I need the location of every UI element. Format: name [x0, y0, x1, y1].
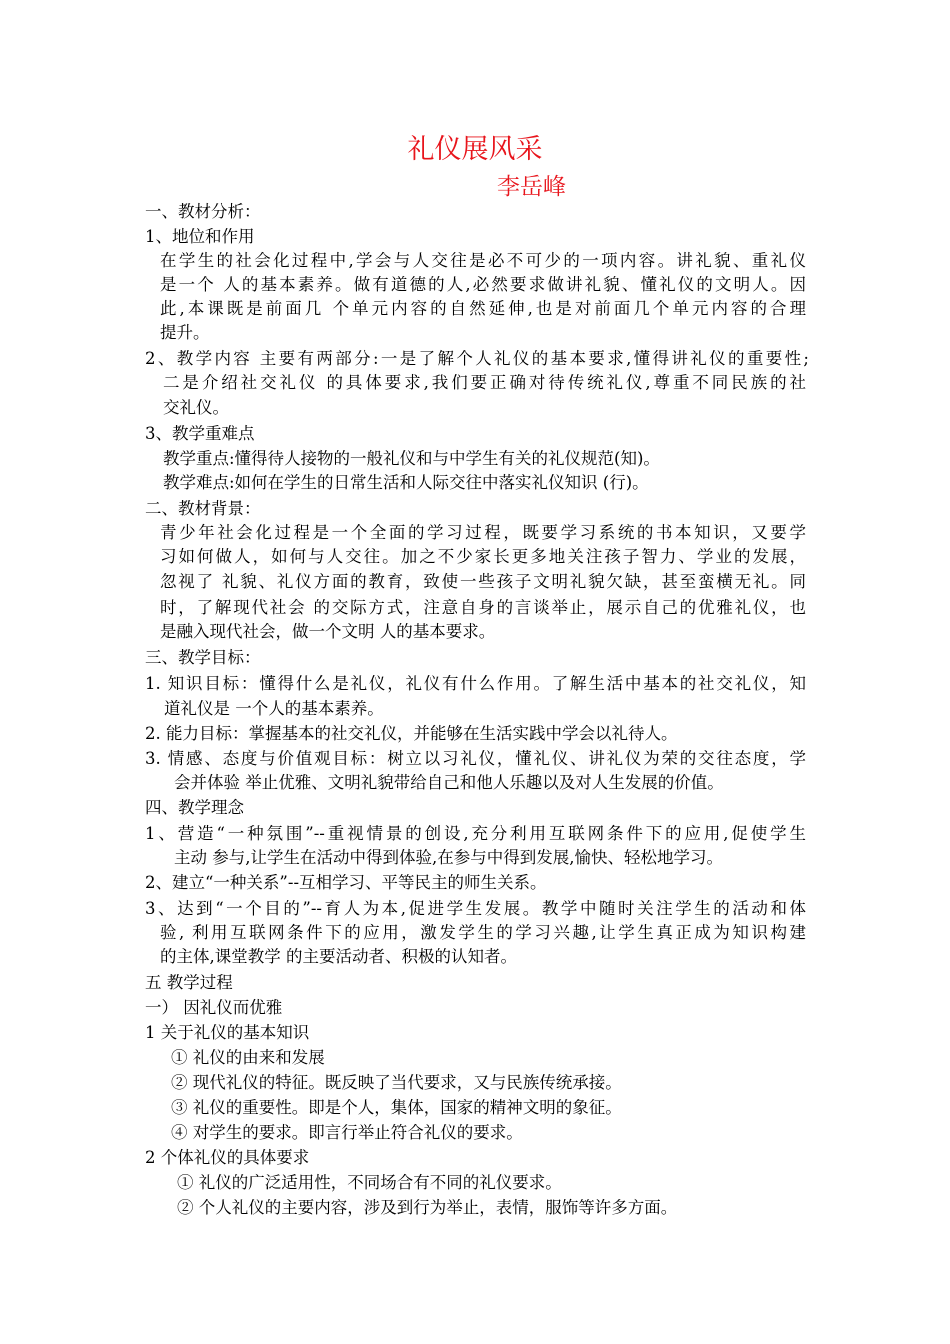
section-heading-5: 五 教学过程: [145, 973, 233, 992]
paragraph-line: 2、教学内容 主要有两部分:一是了解个人礼仪的基本要求,懂得讲礼仪的重要性;: [145, 349, 809, 368]
document-title: 礼仪展风采: [407, 134, 543, 165]
paragraph-line: 验, 利用互联网条件下的应用，激发学生的学习兴趣,让学生真正成为知识构建: [160, 923, 806, 942]
paragraph-line: 1、营造“一种氛围”--重视情景的创设,充分利用互联网条件下的应用,促使学生: [145, 824, 806, 843]
paragraph-line: 会并体验 举止优雅、文明礼貌带给自己和他人乐趣以及对人生发展的价值。: [174, 773, 724, 792]
subheading-1-3: 3、教学重难点: [145, 424, 255, 443]
paragraph-line: 教学重点:懂得待人接物的一般礼仪和与中学生有关的礼仪规范(知)。: [163, 449, 660, 468]
paragraph-line: 是一个 人的基本素养。做有道德的人,必然要求做讲礼貌、懂礼仪的文明人。因: [160, 275, 806, 294]
subheading-1-1: 1、地位和作用: [145, 227, 255, 246]
list-item: ② 个人礼仪的主要内容，涉及到行为举止，表情，服饰等许多方面。: [177, 1198, 678, 1217]
subheading-5-1-1: 1 关于礼仪的基本知识: [145, 1023, 310, 1042]
document-author: 李岳峰: [497, 174, 566, 200]
paragraph-line: 时，了解现代社会 的交际方式，注意自身的言谈举止，展示自己的优雅礼仪，也: [160, 598, 806, 617]
paragraph-line: 教学难点:如何在学生的日常生活和人际交往中落实礼仪知识 (行)。: [163, 473, 649, 492]
paragraph-line: 青少年社会化过程是一个全面的学习过程，既要学习系统的书本知识，又要学: [160, 523, 806, 542]
list-item: ③ 礼仪的重要性。即是个人，集体，国家的精神文明的象征。: [171, 1098, 622, 1117]
subheading-5-1: 一） 因礼仪而优雅: [145, 998, 283, 1017]
paragraph-line: 1. 知识目标：懂得什么是礼仪，礼仪有什么作用。了解生活中基本的社交礼仪，知: [145, 674, 806, 693]
paragraph-line: 忽视了 礼貌、礼仪方面的教育，致使一些孩子文明礼貌欠缺，甚至蛮横无礼。同: [160, 572, 806, 591]
list-item: ① 礼仪的广泛适用性，不同场合有不同的礼仪要求。: [177, 1173, 562, 1192]
section-heading-1: 一、教材分析：: [145, 202, 261, 221]
list-item: ① 礼仪的由来和发展: [171, 1048, 325, 1067]
section-heading-2: 二、教材背景：: [145, 499, 261, 518]
list-item: ② 现代礼仪的特征。既反映了当代要求，又与民族传统承接。: [171, 1073, 622, 1092]
paragraph-line: 3. 情感、态度与价值观目标：树立以习礼仪，懂礼仪、讲礼仪为荣的交往态度，学: [145, 749, 806, 768]
paragraph-line: 2. 能力目标：掌握基本的社交礼仪，并能够在生活实践中学会以礼待人。: [145, 724, 678, 743]
paragraph-line: 3、达到“一个目的”--育人为本,促进学生发展。教学中随时关注学生的活动和体: [145, 899, 806, 918]
paragraph-line: 主动 参与,让学生在活动中得到体验,在参与中得到发展,愉快、轻松地学习。: [174, 848, 723, 867]
paragraph-line: 的主体,课堂教学 的主要活动者、积极的认知者。: [160, 947, 517, 966]
paragraph-line: 交礼仪。: [163, 398, 229, 417]
paragraph-line: 习如何做人，如何与人交往。加之不少家长更多地关注孩子智力、学业的发展，: [160, 547, 806, 566]
paragraph-line: 2、建立“一种关系”--互相学习、平等民主的师生关系。: [145, 873, 547, 892]
paragraph-line: 二是介绍社交礼仪 的具体要求,我们要正确对待传统礼仪,尊重不同民族的社: [163, 373, 806, 392]
paragraph-line: 是融入现代社会，做一个文明 人的基本要求。: [160, 622, 496, 641]
section-heading-4: 四、教学理念: [145, 798, 244, 817]
section-heading-3: 三、教学目标：: [145, 648, 261, 667]
paragraph-line: 道礼仪是 一个人的基本素养。: [164, 699, 384, 718]
subheading-5-1-2: 2 个体礼仪的具体要求: [145, 1148, 310, 1167]
paragraph-line: 在学生的社会化过程中,学会与人交往是必不可少的一项内容。讲礼貌、重礼仪: [160, 251, 806, 270]
paragraph-line: 此,本课既是前面几 个单元内容的自然延伸,也是对前面几个单元内容的合理: [160, 299, 806, 318]
paragraph-line: 提升。: [160, 323, 210, 342]
list-item: ④ 对学生的要求。即言行举止符合礼仪的要求。: [171, 1123, 523, 1142]
